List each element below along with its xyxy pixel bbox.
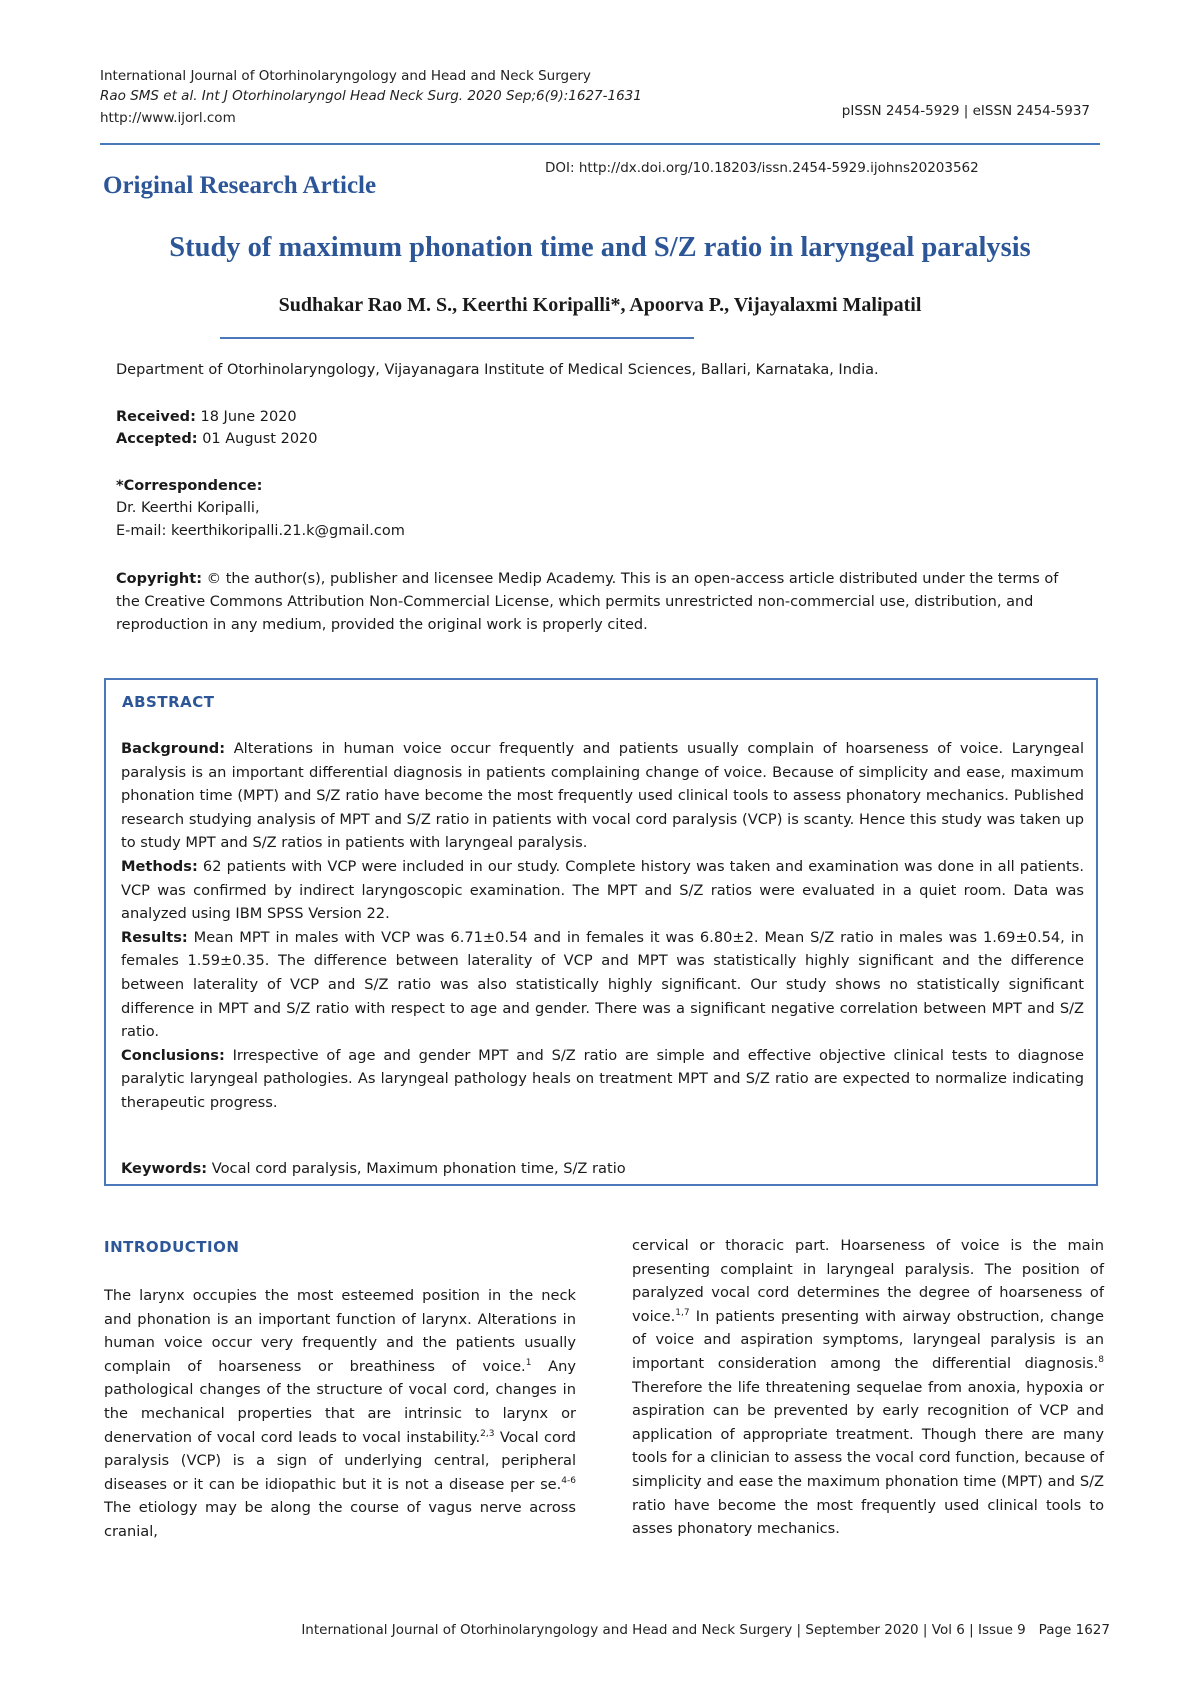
- citation: Rao SMS et al. Int J Otorhinolaryngol Head Neck Surg. 2020 Sep;6(9):1627-1631: [100, 88, 642, 104]
- footer-journal: International Journal of Otorhinolaryngology and Head and Neck Surgery | September 2020 | Vol 6 | Issue 9: [301, 1622, 1026, 1638]
- keywords-text: Vocal cord paralysis, Maximum phonation time, S/Z ratio: [211, 1160, 626, 1177]
- intro-left-column: The larynx occupies the most esteemed position in the neck and phonation is an important function of larynx. Alterations in human voice occur very frequently and the patients usually complain of hoarseness or breathiness of voice.$^1$ Any pathological changes of the structure of vocal cord, changes in the mechanical properties that are intrinsic to larynx or denervation of vocal cord leads to vocal instability.$^{2,3}$ Vocal cord paralysis (VCP) is a sign of underlying central, peripheral diseases or it can be idiopathic but it is not a disease per se.$^{4-6}$ The etiology may be along the course of vagus nerve across cranial,: [104, 1287, 576, 1540]
- abstract-conclusions: Conclusions: Irrespective of age and gender MPT and S/Z ratio are simple and effective objective clinical tests to diagnose paralytic laryngeal pathologies. As laryngeal pathology heals on treatment MPT and S/Z ratio are expected to normalize indicating therapeutic progress.: [121, 1046, 1084, 1111]
- keywords: [121, 1160, 1084, 1177]
- article-title: Study of maximum phonation time and S/Z ratio in laryngeal paralysis: [169, 232, 1031, 263]
- received-date: [116, 407, 297, 428]
- copyright-notice: [116, 568, 1081, 637]
- introduction-heading: INTRODUCTION: [104, 1238, 240, 1256]
- correspondence-email[interactable]: E-mail: keerthikoripalli.21.k@gmail.com: [116, 523, 405, 539]
- keywords-label: Keywords:: [121, 1160, 208, 1177]
- received-value: 18 June 2020: [200, 409, 297, 425]
- copyright-text: © the author(s), publisher and licensee Medip Academy. This is an open-access article distributed under the terms of the Creative Commons Attribution Non-Commercial License, which permits unrestricted non-commercial use, distribution, and reproduction in any medium, provided the original work is properly cited.: [116, 571, 1059, 633]
- abstract-background: Background: Alterations in human voice occur frequently and patients usually complain of hoarseness of voice. Laryngeal paralysis is an important differential diagnosis in patients complaining change of voice. Because of simplicity and ease, maximum phonation time (MPT) and S/Z ratio have become the most frequently used clinical tools to assess phonatory mechanics. Published research studying analysis of MPT and S/Z ratio in patients with vocal cord paralysis (VCP) is scanty. Hence this study was taken up to study MPT and S/Z ratios in patients with laryngeal paralysis.: [121, 740, 1084, 852]
- abstract-heading: ABSTRACT: [122, 693, 215, 711]
- accepted-value: 01 August 2020: [202, 431, 318, 447]
- title-rule: [220, 337, 694, 339]
- abstract-results: Results: Mean MPT in males with VCP was 6.71±0.54 and in females it was 6.80±2. Mean S/Z ratio in males was 1.69±0.54, in females 1.59±0.35. The difference between laterality of VCP and MPT was statistically highly significant and the difference between laterality of VCP and S/Z ratio was also statistically highly significant. Our study shows no statistically significant difference in MPT and S/Z ratio with respect to age and gender. There was a significant negative correlation between MPT and S/Z ratio.: [121, 928, 1084, 1041]
- affiliation: Department of Otorhinolaryngology, Vijayanagara Institute of Medical Sciences, Ballari, Karnataka, India.: [116, 362, 879, 378]
- accepted-label: Accepted:: [116, 431, 198, 447]
- authors: Sudhakar Rao M. S., Keerthi Koripalli*, Apoorva P., Vijayalaxmi Malipatil: [278, 294, 922, 316]
- correspondence-label: *Correspondence:: [116, 478, 263, 494]
- page-footer: [301, 1622, 1110, 1638]
- issn: pISSN 2454-5929 | eISSN 2454-5937: [841, 103, 1090, 119]
- abstract-methods: Methods: 62 patients with VCP were included in our study. Complete history was taken and examination was done in all patients. VCP was confirmed by indirect laryngoscopic examination. The MPT and S/Z ratios were evaluated in a quiet room. Data was analyzed using IBM SPSS Version 22.: [121, 857, 1084, 923]
- doi[interactable]: DOI: http://dx.doi.org/10.18203/issn.2454-5929.ijohns20203562: [545, 160, 979, 176]
- intro-right-column: cervical or thoracic part. Hoarseness of voice is the main presenting complaint in laryngeal paralysis. The position of paralyzed vocal cord determines the degree of hoarseness of voice.$^{1,7}$ In patients presenting with airway obstruction, change of voice and aspiration symptoms, laryngeal paralysis is an important consideration among the differential diagnosis.$^8$ Therefore the life threatening sequelae from anoxia, hypoxia or aspiration can be prevented by early recognition of VCP and application of appropriate treatment. Though there are many tools for a clinician to assess the vocal cord function, because of simplicity and ease the maximum phonation time (MPT) and S/Z ratio have become the most frequently used clinical tools to asses phonatory mechanics.: [632, 1237, 1104, 1538]
- journal-name: International Journal of Otorhinolaryngology and Head and Neck Surgery: [100, 68, 591, 84]
- article-type: Original Research Article: [103, 172, 377, 199]
- copyright-label: Copyright:: [116, 571, 202, 587]
- received-label: Received:: [116, 409, 196, 425]
- journal-url[interactable]: http://www.ijorl.com: [100, 110, 236, 126]
- correspondence-name: Dr. Keerthi Koripalli,: [116, 500, 260, 516]
- header-rule: [100, 143, 1100, 145]
- page-number: Page 1627: [1038, 1622, 1110, 1638]
- abstract-body: [121, 737, 1084, 1115]
- accepted-date: [116, 429, 318, 450]
